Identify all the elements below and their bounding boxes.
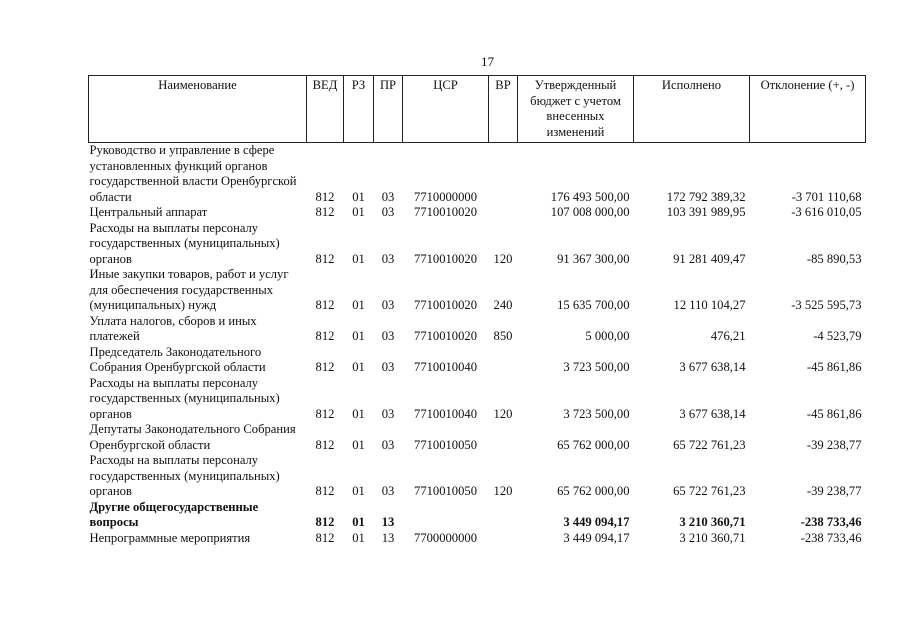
header-name: Наименование [89,76,307,143]
cell-rz: 01 [352,205,365,219]
cell-budget: 176 493 500,00 [550,189,630,204]
cell-executed: 3 677 638,14 [679,406,746,421]
cell-budget: 3 723 500,00 [563,406,630,421]
table-body [89,143,866,547]
cell-pr: 13 [381,530,395,545]
cell-rz: 01 [352,298,365,312]
table-row [89,267,866,314]
header-ved: ВЕД [307,76,344,143]
cell-ved: 812 [315,329,335,343]
cell-deviation: -3 616 010,05 [791,205,862,219]
cell-deviation: -39 238,77 [806,484,862,498]
table-row [89,221,866,268]
cell-vr [489,345,518,376]
header-budget: Утвержденный бюджет с учетом внесенных изменений [518,76,634,143]
cell-executed: 3 677 638,14 [679,360,746,374]
cell-rz: 01 [352,484,365,498]
cell-pr: 03 [381,205,395,219]
cell-ved: 812 [315,515,335,529]
cell-csr [403,500,489,531]
cell-vr [489,205,518,221]
table-row [89,531,866,547]
cell-name: Непрограммные мероприятия [89,530,251,545]
cell-vr: 850 [493,329,513,343]
cell-vr [489,422,518,453]
cell-csr: 7710010050 [414,437,477,452]
cell-ved: 812 [315,437,335,452]
cell-executed: 65 722 761,23 [673,437,746,452]
cell-pr: 13 [381,515,395,529]
cell-rz: 01 [352,530,365,545]
cell-ved: 812 [315,298,335,312]
table-row [89,422,866,453]
cell-executed: 103 391 989,95 [666,205,746,219]
cell-name: Уплата налогов, сборов и иных платежей [89,313,257,343]
cell-budget: 3 449 094,17 [563,515,630,529]
cell-deviation: -3 701 110,68 [791,189,862,204]
cell-deviation: -238 733,46 [800,530,862,545]
cell-pr: 03 [381,360,395,374]
cell-executed: 3 210 360,71 [679,515,746,529]
cell-pr: 03 [381,189,395,204]
cell-pr: 03 [381,437,395,452]
cell-executed: 3 210 360,71 [679,530,746,545]
cell-rz: 01 [352,406,365,421]
cell-name: Председатель Законодательного Собрания Оренбургской области [89,344,266,374]
table-header-row [89,76,866,143]
cell-ved: 812 [315,406,335,421]
cell-pr: 03 [381,329,395,343]
cell-ved: 812 [315,360,335,374]
cell-csr: 7710000000 [414,189,477,204]
cell-csr: 7710010040 [414,406,477,421]
cell-csr: 7700000000 [414,530,477,545]
cell-rz: 01 [352,329,365,343]
cell-executed: 12 110 104,27 [673,298,746,312]
cell-deviation: -238 733,46 [800,515,862,529]
cell-name: Другие общегосударственные вопросы [89,499,259,529]
header-rz: РЗ [344,76,374,143]
cell-ved: 812 [315,530,335,545]
cell-pr: 03 [381,251,395,266]
cell-budget: 3 449 094,17 [563,530,630,545]
table-row [89,345,866,376]
cell-deviation: -45 861,86 [806,406,862,421]
cell-vr [489,500,518,531]
table-row [89,314,866,345]
header-pr: ПР [374,76,403,143]
cell-executed: 91 281 409,47 [673,251,746,266]
cell-ved: 812 [315,484,335,498]
cell-deviation: -39 238,77 [806,437,862,452]
cell-ved: 812 [315,205,335,219]
cell-csr: 7710010020 [414,329,477,343]
cell-vr: 120 [493,484,513,498]
cell-budget: 65 762 000,00 [557,484,630,498]
cell-name: Расходы на выплаты персоналу государственных (муниципальных) органов [89,220,280,266]
cell-name: Расходы на выплаты персоналу государственных (муниципальных) органов [89,453,280,498]
cell-budget: 3 723 500,00 [563,360,630,374]
cell-csr: 7710010020 [414,298,477,312]
cell-executed: 172 792 389,32 [666,189,746,204]
cell-csr: 7710010050 [414,484,477,498]
cell-name: Центральный аппарат [89,205,208,219]
cell-rz: 01 [352,189,365,204]
cell-name: Расходы на выплаты персоналу государственных (муниципальных) органов [89,375,280,421]
cell-executed: 65 722 761,23 [673,484,746,498]
cell-ved: 812 [315,189,335,204]
cell-vr: 120 [493,406,513,421]
cell-rz: 01 [352,515,365,529]
cell-budget: 91 367 300,00 [557,251,630,266]
cell-deviation: -4 523,79 [813,329,862,343]
table-row [89,205,866,221]
table-row [89,376,866,423]
cell-csr: 7710010020 [414,251,477,266]
table-row [89,453,866,500]
header-executed: Исполнено [634,76,750,143]
cell-vr: 120 [493,251,513,266]
cell-name: Руководство и управление в сфере установленных функций органов государственной власти Оренбургской области [89,143,297,204]
cell-pr: 03 [381,484,395,498]
cell-vr [489,143,518,206]
cell-budget: 65 762 000,00 [557,437,630,452]
header-vr: ВР [489,76,518,143]
cell-rz: 01 [352,360,365,374]
cell-csr: 7710010020 [414,205,477,219]
cell-deviation: -45 861,86 [806,360,862,374]
cell-budget: 107 008 000,00 [550,205,630,219]
cell-deviation: -3 525 595,73 [791,298,862,312]
table-row [89,500,866,531]
budget-execution-table [88,75,866,546]
table-row [89,143,866,206]
cell-deviation: -85 890,53 [806,251,862,266]
cell-csr: 7710010040 [414,360,477,374]
header-deviation: Отклонение (+, -) [750,76,866,143]
cell-executed: 476,21 [710,329,746,343]
cell-pr: 03 [381,406,395,421]
cell-budget: 15 635 700,00 [557,298,630,312]
cell-name: Иные закупки товаров, работ и услуг для обеспечения государственных (муниципальных) нужд [89,267,289,312]
cell-name: Депутаты Законодательного Собрания Оренбургской области [89,422,296,452]
cell-rz: 01 [352,437,365,452]
cell-vr: 240 [493,298,513,312]
cell-ved: 812 [315,251,335,266]
cell-rz: 01 [352,251,365,266]
cell-budget: 5 000,00 [585,329,630,343]
cell-pr: 03 [381,298,395,312]
page-number: 17 [481,54,494,69]
cell-vr [489,531,518,547]
header-csr: ЦСР [403,76,489,143]
